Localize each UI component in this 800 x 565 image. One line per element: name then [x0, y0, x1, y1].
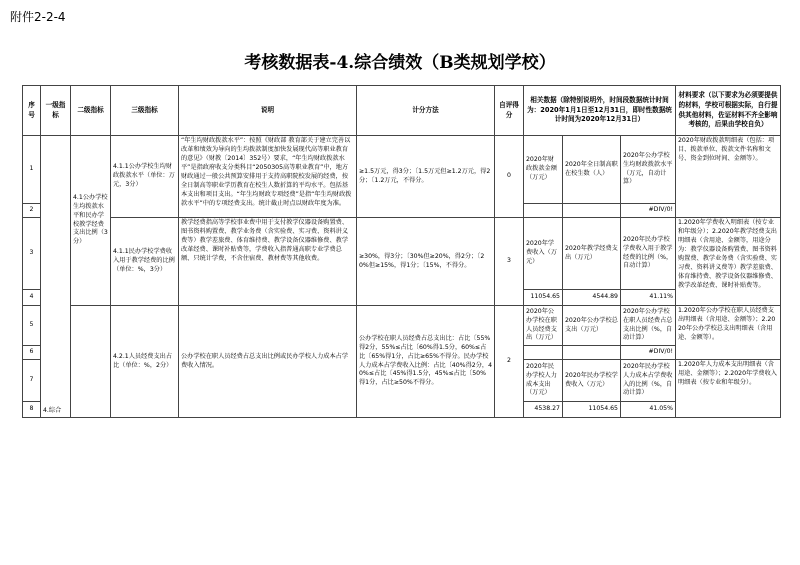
data-label-cell: 2020年民办学校人力成本占学费收入的比例（%，自动计算） [621, 360, 676, 402]
data-value-cell[interactable]: 4538.27 [524, 402, 563, 418]
data-label-cell: 2020年公办学校在职人员经费占总支出比例（%，自动计算） [621, 306, 676, 346]
data-value-cell[interactable]: 11054.65 [524, 290, 563, 306]
header-level3: 三级指标 [111, 86, 179, 136]
description-cell: “年生均财政拨款水平”：按照《财政部 教育部关于建立完善以改革和绩效为导向的生均拨款制度加快发展现代高等职业教育的意见》（财教〔2014〕352号）要求，“年生均财政拨款水平”是指政府收支分类科目“2050305高等职业教育”中，地方财政通过一般公共预算安排用于支持高职院校发展的经费，按全日制高等职业学历教育在校生人数折算的平均水平。包括基本支出和项目支出。“年生均财政专项经费”是指“年生均财政拨款水平”中的专项经费支出。统计截止时点以财政年度为准。 [179, 136, 357, 218]
header-level1: 一级指标 [41, 86, 71, 136]
self-score-cell[interactable]: 2 [495, 306, 524, 418]
data-value-cell: #DIV/0! [621, 204, 676, 218]
self-score-cell[interactable]: 3 [495, 218, 524, 306]
header-self-score: 自评得分 [495, 86, 524, 136]
page-title: 考核数据表-4.综合绩效（B类规划学校） [244, 53, 556, 73]
level3-cell: 4.1.1民办学校学费收入用于教学经费的比例（单位：%，3分） [111, 218, 179, 306]
attachment-label: 附件2-2-4 [10, 10, 66, 24]
header-desc: 说明 [179, 86, 357, 136]
self-score-cell[interactable]: 0 [495, 136, 524, 218]
data-value-cell[interactable] [563, 204, 621, 218]
header-materials: 材料要求（以下要求为必须要提供的材料，学校可根据实际，自行提供其他材料，佐证材料不齐全影响考核的，后果由学校自负） [676, 86, 781, 136]
method-cell: ≥30%，得3分；〔30%但≥20%，得2分；〔20%但≥15%，得1分；〔15%，不得分。 [357, 218, 495, 306]
data-value-cell[interactable]: 4544.89 [563, 290, 621, 306]
header-seq: 序号 [23, 86, 41, 136]
data-value-cell[interactable]: 11054.65 [563, 402, 621, 418]
row-number: 8 [23, 402, 41, 418]
assessment-table [22, 85, 781, 418]
data-label-cell: 2020年公办学校生均财政拨款水平（万元，自动计算） [621, 136, 676, 204]
materials-cell: 1.2020年人力成本支出明细表（含用途、金额等）；2.2020年学费收入明细表（按专业和年级分）。 [676, 360, 781, 418]
table-row [23, 136, 781, 204]
description-cell: 公办学校在职人员经费占总支出比例或民办学校人力成本占学费收入情况。 [179, 306, 357, 418]
level3-cell: 4.2.1人员经费支出占比（单位：%，2分） [111, 306, 179, 418]
data-label-cell: 2020年全日制高职在校生数（人） [563, 136, 621, 204]
data-value-cell: 41.11% [621, 290, 676, 306]
materials-cell: 1.2020年公办学校在职人员经费支出明细表（含用途、金额等）；2.2020年公办学校总支出明细表（含用途、金额等）。 [676, 306, 781, 360]
level2-cell: 4.1公办学校生均拨款水平和民办学校教学经费支出比例（3分） [71, 136, 111, 306]
level1-cell: 4.综合 [41, 136, 71, 418]
data-label-cell: 2020年民办学校学费收入（万元） [563, 360, 621, 402]
data-label-cell: 2020年教学经费支出（万元） [563, 218, 621, 290]
level2-cell [71, 306, 111, 418]
data-label-cell: 2020年公办学校在职人员经费支出（万元） [524, 306, 563, 346]
data-label-cell: 2020年学费收入（万元） [524, 218, 563, 290]
row-number: 3 [23, 218, 41, 290]
row-number: 4 [23, 290, 41, 306]
description-cell: 教学经费指高等学校事业费中用于支付教学仪器设备购置费、图书资料购置费、教学业务费（含实验费、实习费、资料讲义费等）教学差旅费、体育维持费、教学设备仪器维修费、教学改革经费、课时补贴费等，学费收入指普通高职专业学费总额、只统计学费，不含住宿费、教材费等其他收费。 [179, 218, 357, 306]
data-label-cell: 2020年公办学校总支出（万元） [563, 306, 621, 346]
data-label-cell: 2020年民办学校人力成本支出（万元） [524, 360, 563, 402]
header-method: 计分方法 [357, 86, 495, 136]
materials-cell: 1.2020年学费收入明细表（按专业和年级分）；2.2020年教学经费支出明细表（含用途、金额等，用途分为：教学仪器设备购置费、图书资料购置费、教学业务费（含实验费、实习费、资料讲义费等）教学差旅费、体育维持费、教学设备仪器维修费、教学改革经费、课时补贴费等。 [676, 218, 781, 306]
data-label-cell: 2020年民办学校学费收入用于教学经费的比例（%，自动计算） [621, 218, 676, 290]
row-number: 1 [23, 136, 41, 204]
header-row [23, 86, 781, 136]
row-number: 5 [23, 306, 41, 346]
data-label-cell: 2020年财政拨款金额（万元） [524, 136, 563, 204]
materials-cell: 2020年财政拨款明细表（包括：项目、拨款单位、拨款文件名称和文号、资金到位时间、金额等）。 [676, 136, 781, 218]
table-row [23, 218, 781, 290]
row-number: 6 [23, 346, 41, 360]
data-value-cell[interactable] [524, 346, 563, 360]
data-value-cell[interactable] [524, 204, 563, 218]
header-level2: 二级指标 [71, 86, 111, 136]
method-cell: ≥1.5万元，得3分；〔1.5万元但≥1.2万元，得2分；〔1.2万元，不得分。 [357, 136, 495, 218]
header-related-data: 相关数据（除特别说明外，时间段数据统计时间为：2020年1月1日至12月31日，即时性数据统计时间为2020年12月31日） [524, 86, 676, 136]
table-row [23, 306, 781, 346]
row-number: 2 [23, 204, 41, 218]
data-value-cell: #DIV/0! [621, 346, 676, 360]
level3-cell: 4.1.1公办学校生均财政拨款水平（单位：万元，3分） [111, 136, 179, 218]
method-cell: 公办学校在职人员经费占总支出比：占比〔55%得2分，55%≤占比〔60%得1.5分，60%≤占比〔65%得1分，占比≥65%不得分。民办学校人力成本占学费收入比例：占比〔40%得2分，40%≤占比〔45%得1.5分，45%≤占比〔50%得1分，占比≥50%不得分。 [357, 306, 495, 418]
data-value-cell: 41.05% [621, 402, 676, 418]
row-number: 7 [23, 360, 41, 402]
data-value-cell[interactable] [563, 346, 621, 360]
